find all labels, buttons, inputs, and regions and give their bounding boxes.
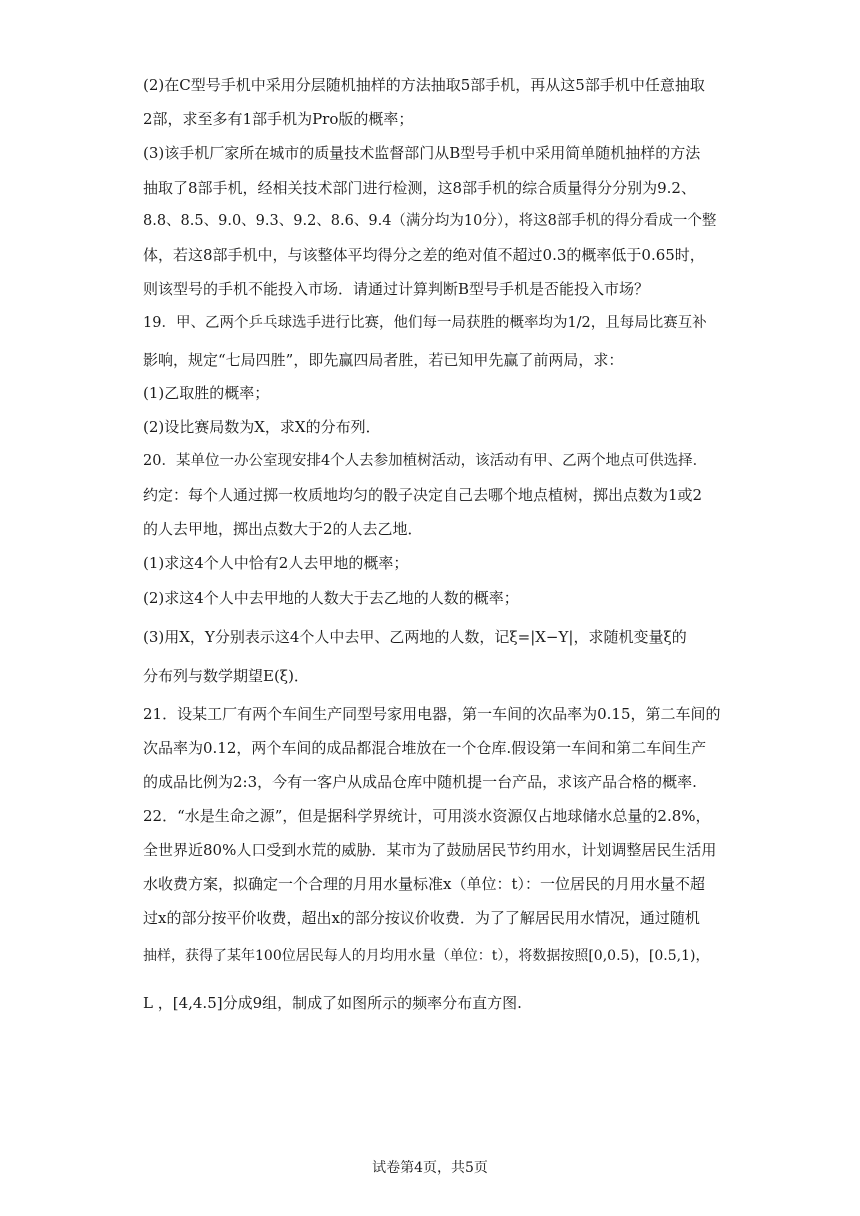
text-line: (1)求这4个人中恰有2人去甲地的概率；: [143, 554, 409, 572]
text-line: (3)该手机厂家所在城市的质量技术监督部门从B型号手机中采用简单随机抽样的方法: [143, 144, 701, 162]
text-line: 抽样，获得了某年100位居民每人的月均用水量（单位：t），将数据按照[0,0.5)，[0.5,1)，: [143, 948, 710, 964]
text-line: (1)乙取胜的概率；: [143, 384, 270, 402]
text-line: 的人去甲地，掷出点数大于2的人去乙地．: [143, 520, 423, 538]
question-19-title: 19．甲、乙两个乒乓球选手进行比赛，他们每一局获胜的概率均为1/2，且每局比赛互补: [143, 315, 707, 331]
text-line: 水收费方案，拟确定一个合理的月用水量标准x（单位：t）：一位居民的月用水量不超: [143, 875, 705, 893]
question-22-title: 22．“水是生命之源”，但是据科学界统计，可用淡水资源仅占地球储水总量的2.8%，: [143, 807, 711, 825]
text-line: 次品率为0.12，两个车间的成品都混合堆放在一个仓库.假设第一车间和第二车间生产: [143, 739, 707, 757]
text-line: (2)在C型号手机中采用分层随机抽样的方法抽取5部手机，再从这5部手机中任意抽取: [143, 76, 705, 94]
question-20-title: 20．某单位一办公室现安排4个人去参加植树活动，该活动有甲、乙两个地点可供选择．: [143, 453, 708, 469]
text-line: 体，若这8部手机中，与该整体平均得分之差的绝对值不超过0.3的概率低于0.65时，: [143, 246, 705, 264]
text-line: 则该型号的手机不能投入市场．请通过计算判断B型号手机是否能投入市场？: [143, 280, 650, 298]
text-line: 的成品比例为2:3，今有一客户从成品仓库中随机提一台产品，求该产品合格的概率.: [143, 773, 697, 791]
text-line: (2)求这4个人中去甲地的人数大于去乙地的人数的概率；: [143, 589, 519, 607]
text-line: 抽取了8部手机，经相关技术部门进行检测，这8部手机的综合质量得分分别为9.2、: [143, 179, 696, 197]
text-line: (2)设比赛局数为X，求X的分布列．: [143, 418, 381, 436]
text-line: L ，[4,4.5]分成9组，制成了如图所示的频率分布直方图.: [143, 994, 522, 1012]
text-line: 2部，求至多有1部手机为Pro版的概率；: [143, 110, 414, 128]
text-line: (3)用X，Y分别表示这4个人中去甲、乙两地的人数，记ξ=|X−Y|，求随机变量ξ的: [143, 628, 687, 646]
text-line: 全世界近80%人口受到水荒的威胁．某市为了鼓励居民节约用水，计划调整居民生活用: [143, 841, 717, 859]
page-footer: 试卷第4页，共5页: [372, 1160, 488, 1176]
text-line: 8.8、8.5、9.0、9.3、9.2、8.6、9.4（满分均为10分），将这8部手机的得分看成一个整: [143, 213, 717, 229]
text-line: 约定：每个人通过掷一枚质地均匀的骰子决定自己去哪个地点植树，掷出点数为1或2: [143, 486, 703, 504]
text-line: 影响，规定“七局四胜”，即先赢四局者胜，若已知甲先赢了前两局，求：: [143, 351, 624, 369]
question-21-title: 21．设某工厂有两个车间生产同型号家用电器，第一车间的次品率为0.15，第二车间的: [143, 705, 721, 723]
text-line: 过x的部分按平价收费，超出x的部分按议价收费．为了了解居民用水情况，通过随机: [143, 909, 700, 927]
text-line: 分布列与数学期望E(ξ)．: [143, 667, 309, 685]
